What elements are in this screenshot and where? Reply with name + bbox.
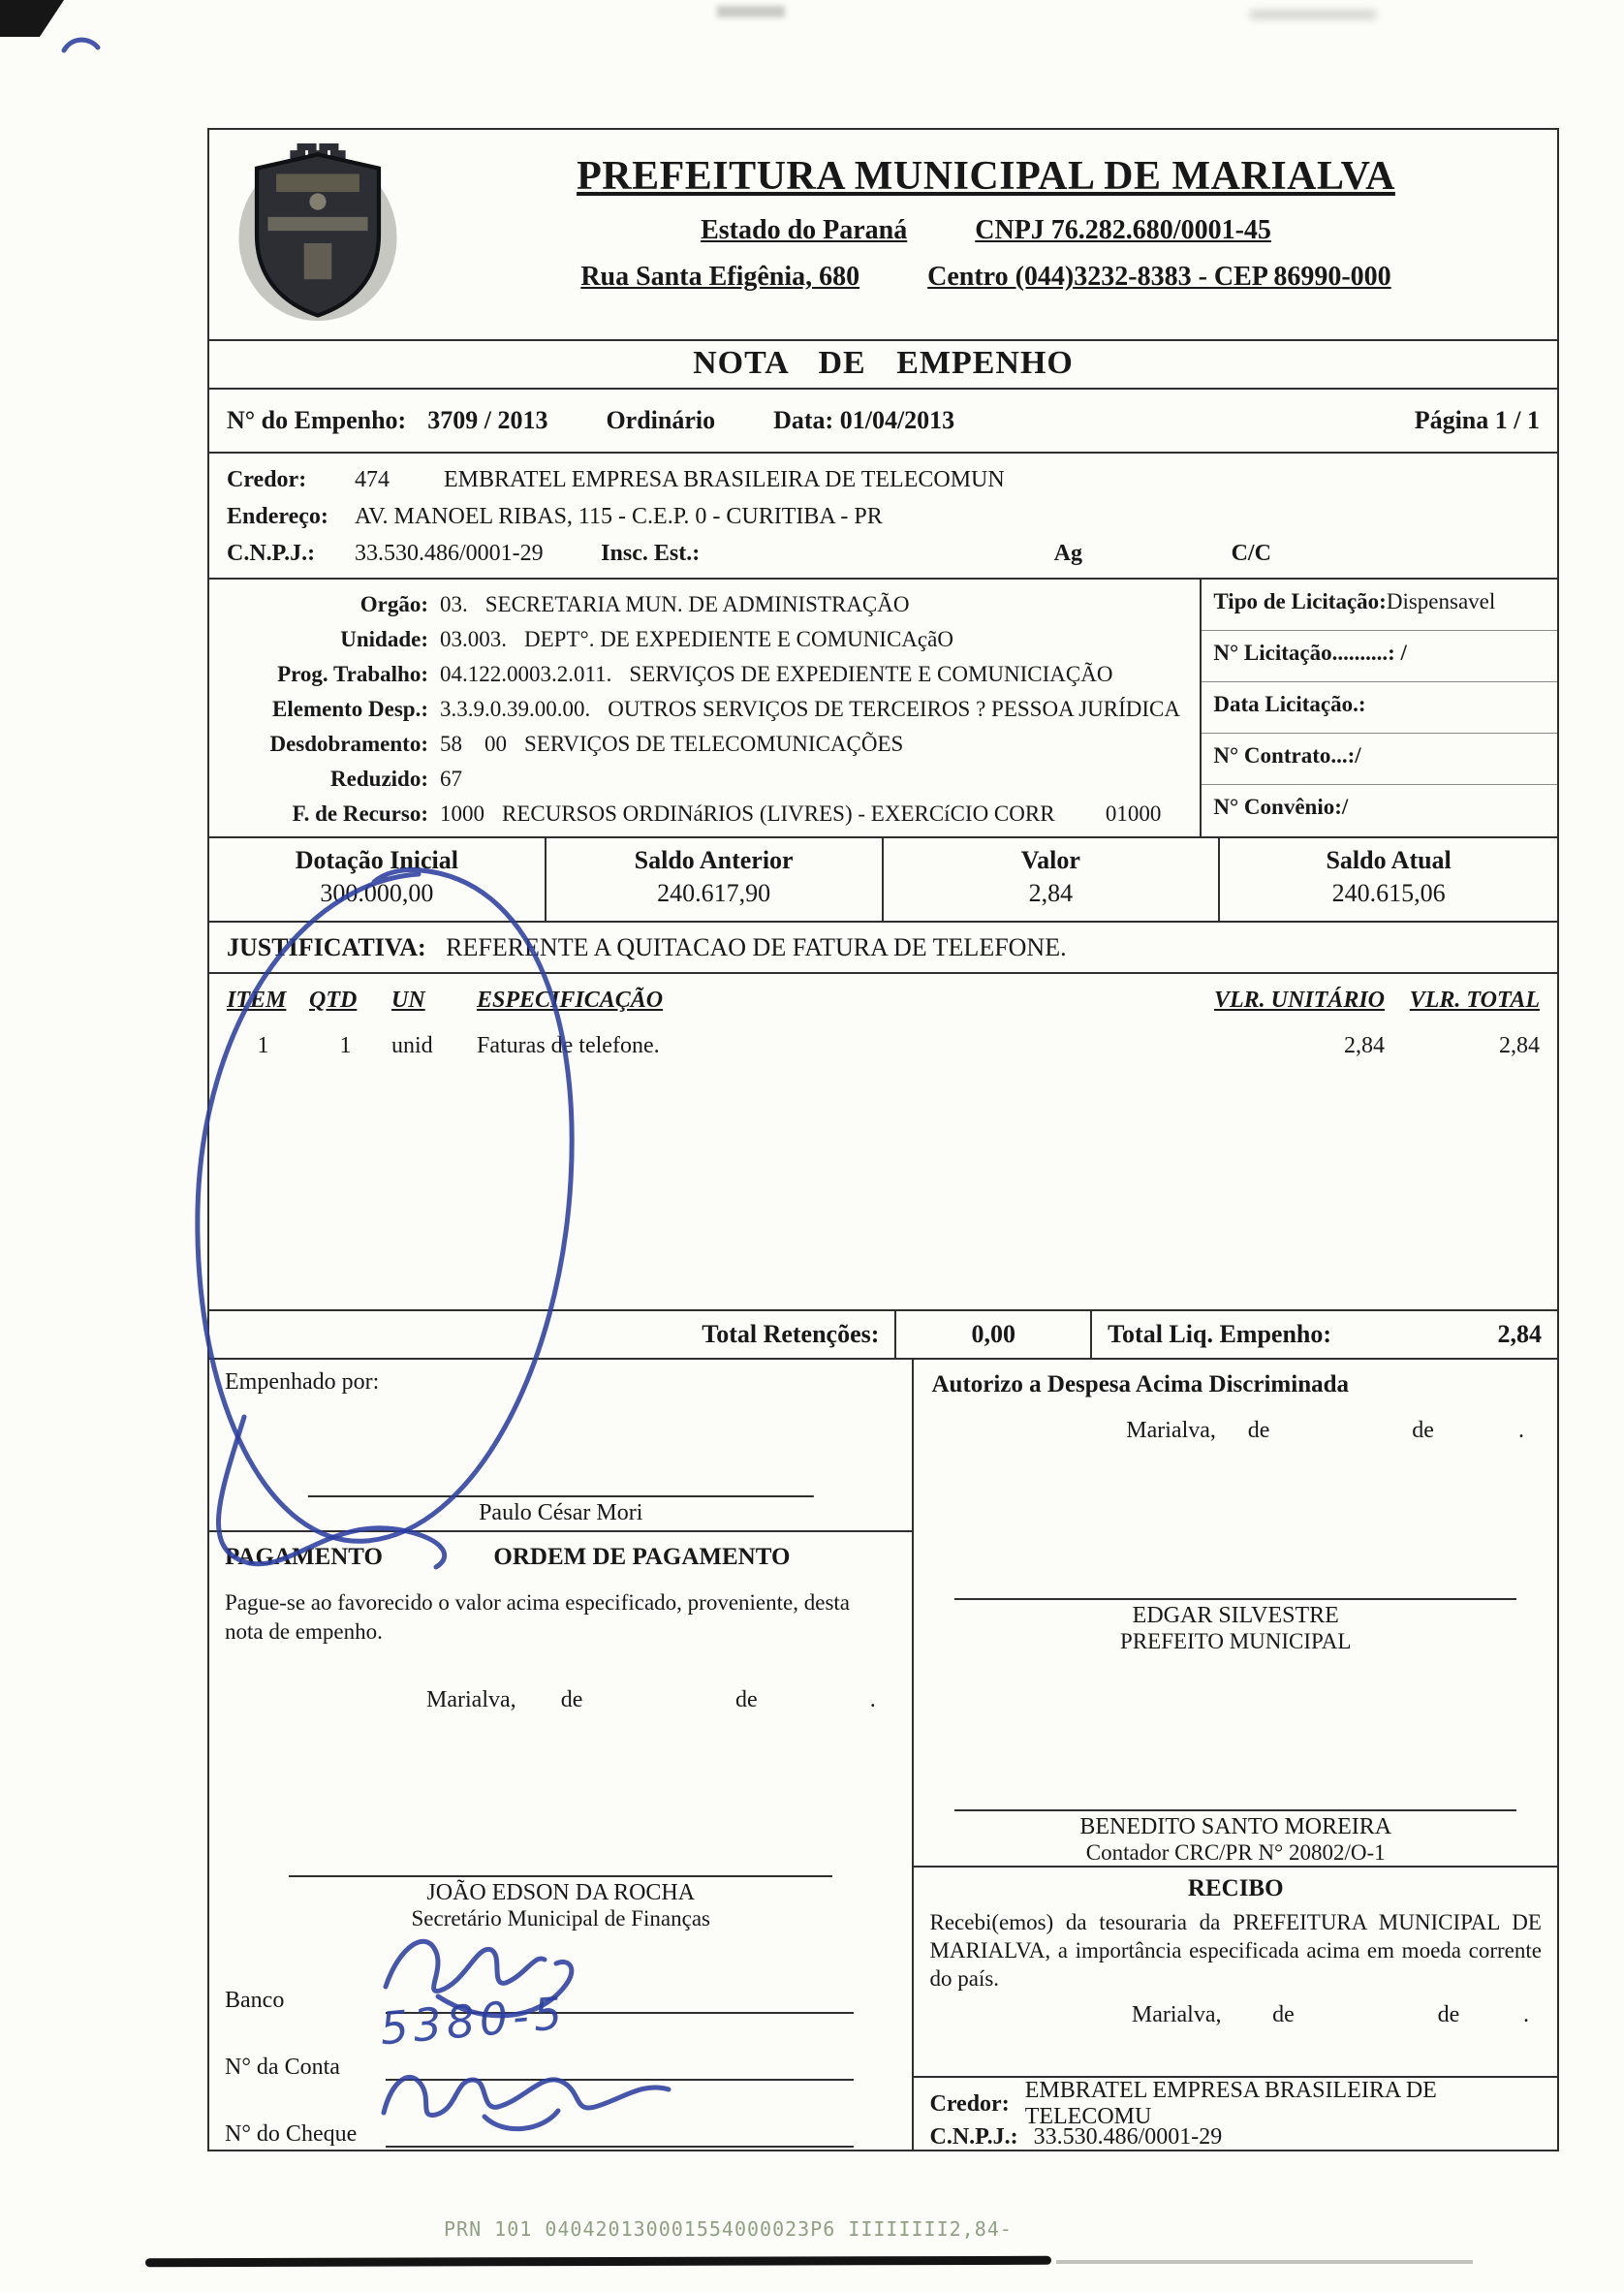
total-liq-label: Total Liq. Empenho:	[1108, 1320, 1332, 1348]
autorizo-date-line	[931, 1418, 1540, 1449]
saldo-atual-header: Saldo Atual	[1326, 846, 1452, 874]
empenhado-name: Paulo César Mori	[479, 1500, 643, 1525]
right-signature-column	[914, 1360, 1557, 2150]
org-cnpj: CNPJ 76.282.680/0001-45	[975, 215, 1271, 245]
col-un-header: UN	[391, 988, 425, 1013]
nota-de-empenho-form	[207, 128, 1559, 2151]
saldo-anterior-value: 240.617,90	[657, 879, 771, 907]
credor-footer-cnpj-label: C.N.P.J.:	[929, 2123, 1018, 2150]
saldo-atual-value: 240.615,06	[1331, 879, 1446, 907]
desdobramento-row	[209, 727, 1200, 762]
scan-smudge	[1250, 10, 1376, 19]
elemento-desp-label: Elemento Desp.:	[272, 697, 428, 721]
page-indicator: Página 1 / 1	[1414, 406, 1540, 434]
orgao-label: Orgão:	[359, 592, 428, 616]
empenho-date: Data: 01/04/2013	[773, 406, 955, 434]
tipo-licitacao-value: Dispensavel	[1386, 589, 1496, 613]
contador-title: Contador CRC/PR N° 20802/O-1	[1085, 1840, 1386, 1865]
credor-name: EMBRATEL EMPRESA BRASILEIRA DE TELECOMUN	[444, 466, 1005, 492]
signature-line	[954, 1776, 1516, 1811]
licitacao-block	[1200, 580, 1557, 836]
orgao-desc: SECRETARIA MUN. DE ADMINISTRAÇÃO	[484, 592, 910, 616]
pagamento-box	[209, 1532, 912, 2150]
banco-label: Banco	[225, 1988, 285, 2013]
dotacao-inicial-header: Dotação Inicial	[295, 846, 458, 874]
prefeito-title: PREFEITO MUNICIPAL	[1120, 1629, 1352, 1653]
fonte-recurso-code: 1000	[440, 801, 484, 826]
tipo-licitacao-row	[1202, 580, 1557, 631]
table-row	[227, 1033, 1540, 1059]
cnpj-value: 33.530.486/0001-29	[355, 540, 544, 566]
dot-label: .	[1518, 1418, 1525, 1443]
signature-line	[954, 1565, 1516, 1600]
credor-footer-cnpj-value: 33.530.486/0001-29	[1033, 2123, 1223, 2150]
credor-label: Credor:	[227, 466, 307, 492]
form-header	[209, 130, 1557, 341]
numero-licitacao-row: N° Licitação..........: /	[1202, 631, 1557, 682]
credor-row	[227, 461, 1540, 498]
recibo-text: Recebi(emos) da tesouraria da PREFEITURA MUNICIPAL DE MARIALVA, a importância especificada acima em moeda corrente do país.	[929, 1910, 1542, 1991]
recibo-date-line	[929, 2002, 1542, 2033]
bank-lines	[225, 1947, 896, 2148]
col-vlr-total-header: VLR. TOTAL	[1409, 988, 1540, 1013]
reduzido-label: Reduzido:	[330, 767, 428, 791]
saldo-anterior-cell	[547, 838, 884, 921]
col-especificacao-header: ESPECIFICAÇÃO	[477, 988, 664, 1013]
conta-label: N° da Conta	[225, 2055, 340, 2080]
elemento-desp-desc: OUTROS SERVIÇOS DE TERCEIROS ? PESSOA JURÍDICA	[608, 697, 1180, 721]
cheque-fill-line	[386, 2081, 854, 2148]
item-vlr-total: 2,84	[1499, 1033, 1540, 1058]
scan-smudge	[717, 6, 785, 17]
left-signature-column	[209, 1360, 914, 2150]
insc-est-label: Insc. Est.:	[601, 540, 701, 566]
endereco-label: Endereço:	[227, 503, 328, 529]
credor-footer-label: Credor:	[929, 2090, 1010, 2117]
budget-classification	[209, 580, 1200, 836]
header-line-2	[434, 215, 1538, 246]
de-label: de	[1412, 1418, 1434, 1443]
budget-block	[209, 580, 1557, 838]
secretario-name: JOÃO EDSON DA ROCHA	[426, 1880, 696, 1905]
handwritten-account-number: 5380-5	[378, 1986, 569, 2056]
reduzido-row	[209, 762, 1200, 797]
de-label: de	[1272, 2002, 1295, 2027]
dot-label: .	[869, 1687, 876, 1712]
fonte-recurso-label: F. de Recurso:	[292, 801, 428, 826]
empenho-number: 3709 / 2013	[427, 406, 548, 434]
pagamento-text: Pague-se ao favorecido o valor acima especificado, proveniente, desta nota de empenho.	[225, 1590, 850, 1644]
items-table	[209, 974, 1557, 1311]
recibo-title: RECIBO	[1187, 1875, 1284, 1901]
desdobramento-code: 58 00	[440, 732, 507, 756]
unidade-label: Unidade:	[340, 627, 428, 651]
document-title: NOTA DE EMPENHO	[209, 341, 1557, 390]
justificativa-label: JUSTIFICATIVA:	[227, 933, 426, 961]
state-label: Estado do Paraná	[701, 215, 908, 245]
contador-name: BENEDITO SANTO MOREIRA	[1079, 1814, 1392, 1839]
pen-mark-top-left	[64, 40, 98, 50]
item-qtd: 1	[339, 1033, 352, 1058]
total-retencoes-label: Total Retenções:	[209, 1311, 896, 1358]
org-name: PREFEITURA MUNICIPAL DE MARIALVA	[577, 154, 1395, 199]
desdobramento-desc: SERVIÇOS DE TELECOMUNICAÇÕES	[524, 732, 904, 756]
secretario-title: Secretário Municipal de Finanças	[411, 1906, 710, 1931]
justificativa-row	[209, 923, 1557, 974]
credor-code: 474	[355, 466, 390, 492]
unidade-desc: DEPT°. DE EXPEDIENTE E COMUNICAçãO	[524, 627, 953, 651]
convenio-row: N° Convênio:/	[1213, 795, 1349, 819]
empenho-kind: Ordinário	[606, 406, 716, 434]
empenhado-label: Empenhado por:	[225, 1369, 380, 1395]
saldo-anterior-header: Saldo Anterior	[634, 846, 794, 874]
signatures-section	[209, 1360, 1557, 2150]
scan-bottom-edge-artifact	[145, 2256, 1051, 2267]
city-label: Marialva,	[1131, 2002, 1222, 2027]
total-liq-cell	[1092, 1311, 1557, 1358]
ordem-pagamento-title: ORDEM DE PAGAMENTO	[493, 1544, 791, 1570]
de-label: de	[735, 1687, 758, 1712]
conta-row	[225, 2014, 896, 2081]
justificativa-text: REFERENTE A QUITACAO DE FATURA DE TELEFONE.	[446, 933, 1067, 961]
header-line-3	[434, 262, 1538, 293]
unidade-row	[209, 622, 1200, 657]
credor-footer-row	[929, 2078, 1542, 2129]
dot-label: .	[1523, 2002, 1530, 2027]
municipal-crest-logo	[234, 143, 401, 324]
banco-fill-line	[386, 1947, 854, 2014]
contrato-row: N° Contrato...:/	[1202, 734, 1557, 785]
elemento-desp-row	[209, 692, 1200, 727]
city-label: Marialva,	[1126, 1418, 1216, 1443]
credor-block	[209, 454, 1557, 580]
credor-footer-box	[914, 2078, 1557, 2153]
elemento-desp-code: 3.3.9.0.39.00.00.	[440, 697, 591, 721]
fonte-recurso-extra-code: 01000	[1105, 801, 1162, 826]
reduzido-code: 67	[440, 767, 462, 791]
prefeito-name: EDGAR SILVESTRE	[1132, 1603, 1339, 1628]
desdobramento-label: Desdobramento:	[269, 732, 428, 756]
item-especificacao: Faturas de telefone.	[477, 1033, 660, 1058]
agencia-label: Ag	[1053, 540, 1082, 566]
autorizo-title: Autorizo a Despesa Acima Discriminada	[931, 1371, 1350, 1397]
secretario-signature-block	[225, 1842, 896, 1931]
recibo-box	[914, 1868, 1557, 2078]
data-licitacao-row: Data Licitação.:	[1202, 682, 1557, 734]
cheque-row	[225, 2081, 896, 2148]
prog-trabalho-row	[209, 657, 1200, 692]
org-address: Rua Santa Efigênia, 680	[580, 262, 860, 292]
cheque-label: N° do Cheque	[225, 2121, 358, 2147]
saldos-table	[209, 838, 1557, 923]
empenhado-box	[209, 1360, 912, 1532]
conta-fill-line	[386, 2014, 854, 2081]
scan-corner-artifact	[0, 0, 64, 37]
autorizo-box	[914, 1360, 1557, 1868]
dotacao-inicial-value: 300.000,00	[320, 879, 434, 907]
pagamento-title: PAGAMENTO	[225, 1544, 383, 1570]
prog-trabalho-desc: SERVIÇOS DE EXPEDIENTE E COMUNICIAÇÃO	[629, 662, 1113, 686]
item-vlr-unitario: 2,84	[1344, 1033, 1385, 1058]
empenhado-signature-area	[308, 1462, 814, 1526]
banco-row	[225, 1947, 896, 2014]
contador-signature-block	[931, 1776, 1540, 1866]
empenho-label: N° do Empenho:	[227, 406, 407, 434]
city-label: Marialva,	[426, 1687, 516, 1712]
items-header-row	[227, 988, 1540, 1014]
prog-trabalho-label: Prog. Trabalho:	[277, 662, 428, 686]
prefeito-signature-block	[931, 1565, 1540, 1654]
valor-header: Valor	[1020, 846, 1080, 874]
orgao-code: 03.	[440, 592, 468, 616]
credor-footer-name: EMBRATEL EMPRESA BRASILEIRA DE TELECOMU	[1024, 2078, 1437, 2129]
pagamento-date-line	[225, 1687, 896, 1718]
signature-line	[308, 1462, 814, 1497]
cnpj-label: C.N.P.J.:	[227, 540, 316, 566]
orgao-row	[209, 587, 1200, 622]
logo-box	[209, 130, 434, 339]
col-item-header: ITEM	[227, 988, 287, 1013]
scan-bottom-edge-artifact	[1056, 2260, 1473, 2264]
prog-trabalho-code: 04.122.0003.2.011.	[440, 662, 612, 686]
pagamento-titles	[225, 1544, 896, 1575]
col-vlr-unitario-header: VLR. UNITÁRIO	[1213, 988, 1385, 1013]
fonte-recurso-row	[209, 797, 1200, 832]
cnpj-row	[227, 535, 1540, 572]
fonte-recurso-desc: RECURSOS ORDINáRIOS (LIVRES) - EXERCíCIO CORR	[502, 801, 1055, 826]
signature-line	[289, 1842, 832, 1877]
endereco-row	[227, 498, 1540, 535]
unidade-code: 03.003.	[440, 627, 507, 651]
total-liq-value: 2,84	[1497, 1320, 1542, 1348]
col-qtd-header: QTD	[309, 988, 358, 1013]
item-un: unid	[391, 1033, 433, 1058]
total-retencoes-value: 0,00	[896, 1311, 1092, 1358]
tipo-licitacao-label: Tipo de Licitação:	[1213, 589, 1387, 613]
saldo-atual-cell	[1220, 838, 1557, 921]
org-address-2: Centro (044)3232-8383 - CEP 86990-000	[927, 262, 1391, 292]
conta-corrente-label: C/C	[1231, 540, 1271, 566]
valor-cell	[884, 838, 1221, 921]
header-text	[434, 130, 1557, 339]
de-label: de	[1247, 1418, 1270, 1443]
dotacao-inicial-cell	[209, 838, 547, 921]
totals-row	[209, 1311, 1557, 1360]
endereco-value: AV. MANOEL RIBAS, 115 - C.E.P. 0 - CURITIBA - PR	[355, 503, 883, 529]
empenho-row	[209, 390, 1557, 454]
item-number: 1	[257, 1033, 269, 1058]
valor-value: 2,84	[1028, 879, 1074, 907]
de-label: de	[560, 1687, 583, 1712]
de-label: de	[1437, 2002, 1460, 2027]
dot-matrix-print-line: PRN 101 040420130001554000023P6 IIIIIIII2,84-	[444, 2217, 1013, 2241]
